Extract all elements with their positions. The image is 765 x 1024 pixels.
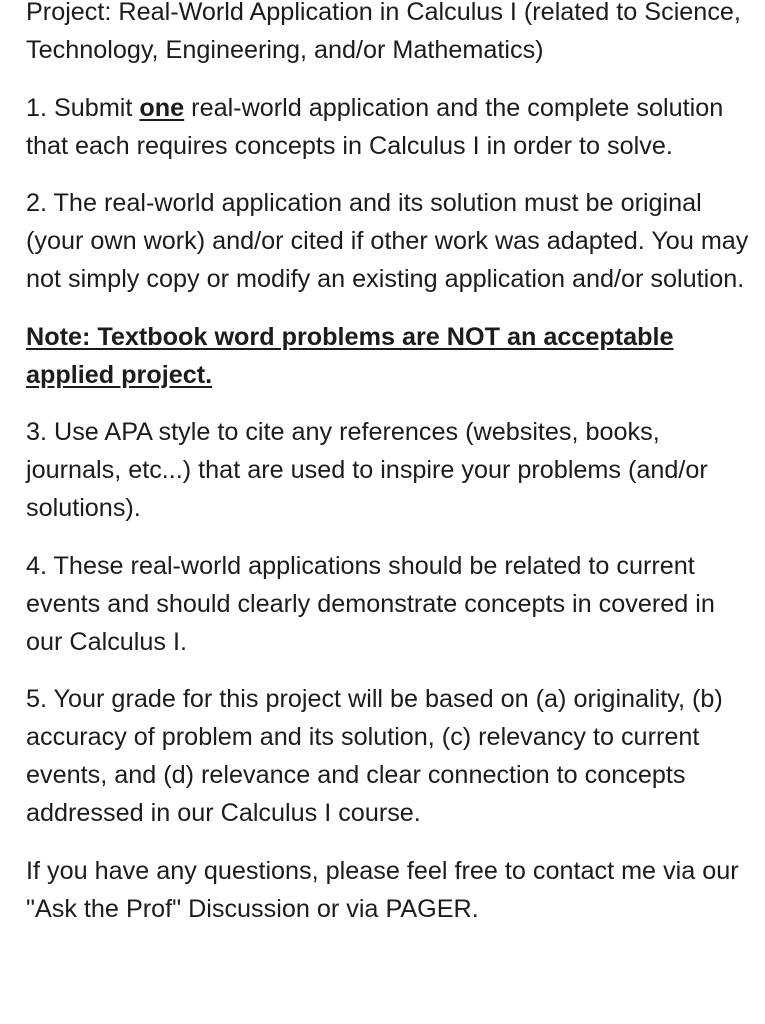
requirement-1-lead: 1. Submit — [26, 93, 140, 122]
requirement-1 — [26, 89, 758, 165]
requirement-5: 5. Your grade for this project will be based on (a) originality, (b) accuracy of problem and its solution, (c) relevancy to current events, and (d) relevance and clear connection to concepts addressed in our Calculus I course. — [26, 685, 723, 827]
textbook-note: Note: Textbook word problems are NOT an acceptable applied project. — [26, 322, 674, 389]
requirement-4: 4. These real-world applications should be related to current events and should clearly demonstrate concepts in covered in our Calculus I. — [26, 551, 715, 656]
requirement-3: 3. Use APA style to cite any references (websites, books, journals, etc...) that are used to inspire your problems (and/or solutions). — [26, 418, 708, 522]
requirement-1-emphasis: one — [139, 93, 185, 122]
closing-contact: If you have any questions, please feel free to contact me via our "Ask the Prof" Discussion or via PAGER. — [26, 856, 739, 923]
document-body — [26, 0, 758, 928]
project-title: Project: Real-World Application in Calculus I (related to Science, Technology, Engineering, and/or Mathematics) — [26, 0, 741, 64]
requirement-2: 2. The real-world application and its solution must be original (your own work) and/or cited if other work was adapted. You may not simply copy or modify an existing application and/or solution. — [26, 189, 749, 293]
requirement-1-rest: real-world application and the complete solution that each requires concepts in Calculus I in order to solve. — [26, 93, 724, 160]
